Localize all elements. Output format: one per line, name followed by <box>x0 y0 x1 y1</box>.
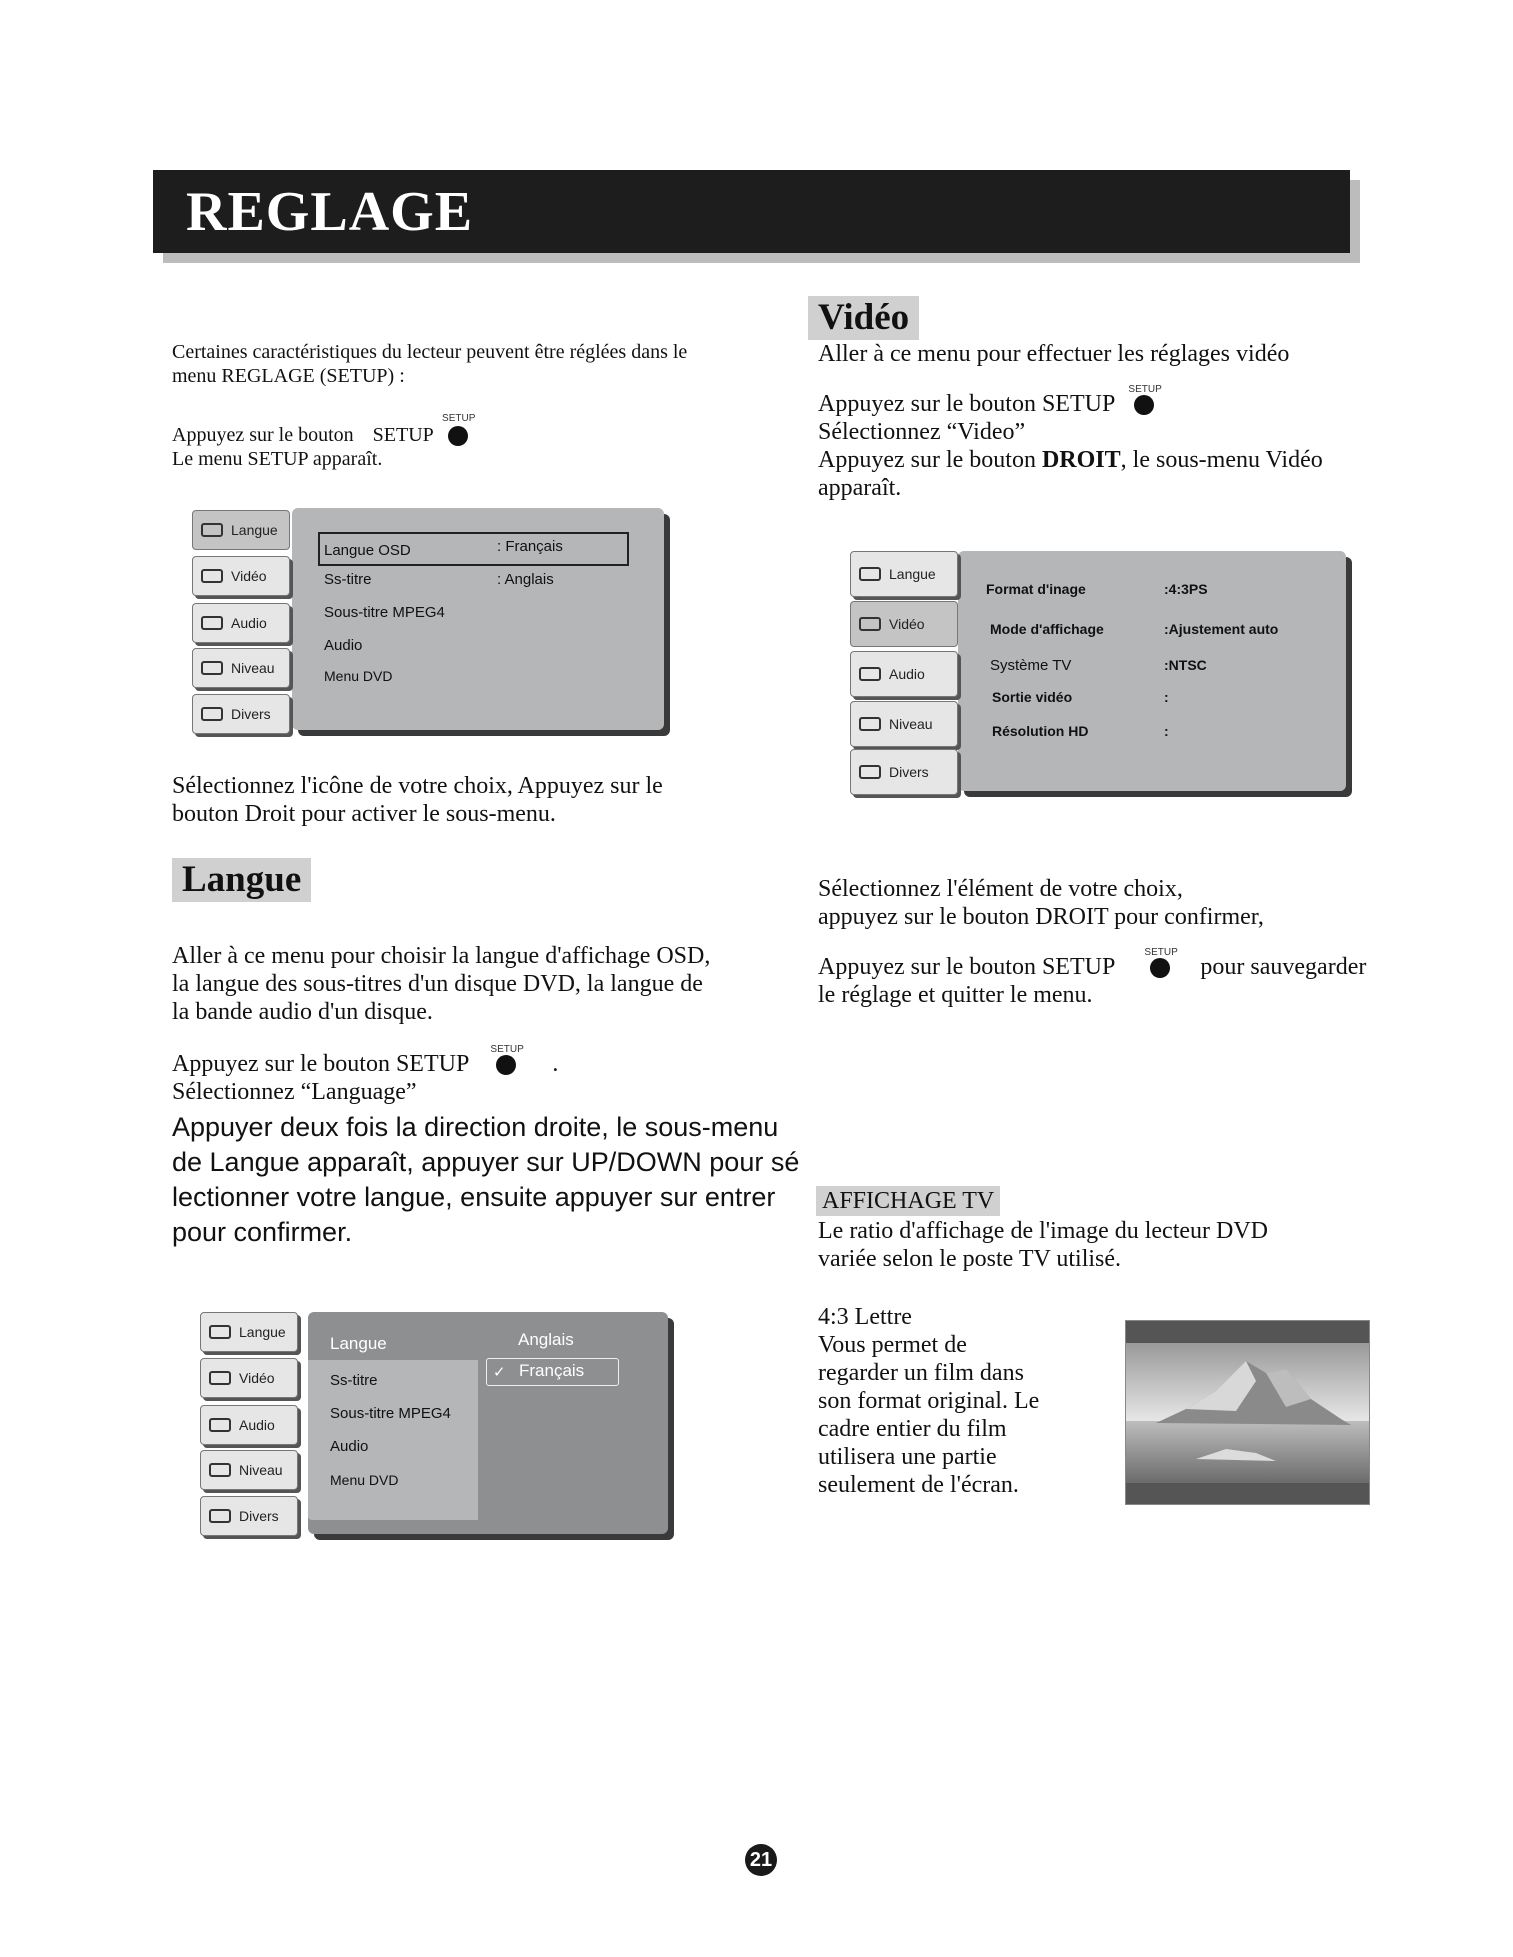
divers-icon <box>201 707 223 721</box>
setup-button-icon: SETUP <box>1150 958 1170 978</box>
menu3-row: Menu DVD <box>330 1472 399 1488</box>
setup-button-icon: SETUP <box>1134 395 1154 415</box>
menu1-row: Sous-titre MPEG4 <box>324 604 445 621</box>
langue-icon <box>209 1325 231 1339</box>
press-setup-word: SETUP <box>372 424 434 446</box>
menu2-value: :Ajustement auto <box>1164 621 1279 637</box>
menu1-value: : Français <box>497 538 563 555</box>
press-prefix: Appuyez sur le bouton <box>172 424 354 446</box>
menu2-tab-divers: Divers <box>850 749 958 795</box>
intro-text <box>172 340 687 388</box>
langue-select-text: Sélectionnez “Language” <box>172 1079 417 1105</box>
menu-appears-text: Le menu SETUP apparaît. <box>172 448 383 470</box>
menu2-tab-video: Vidéo <box>850 601 958 647</box>
setup-button-icon: SETUP <box>448 426 468 446</box>
langue-heading: Langue <box>172 858 311 902</box>
lock-icon <box>209 1463 231 1477</box>
menu2-tab-langue: Langue <box>850 551 958 597</box>
menu2-panel <box>958 551 1346 791</box>
lock-icon <box>201 661 223 675</box>
menu2-row: Système TV <box>990 657 1072 674</box>
menu2-value: :4:3PS <box>1164 581 1208 597</box>
menu1-row: Ss-titre <box>324 571 372 588</box>
setup-button-icon: SETUP <box>496 1055 516 1075</box>
video-after-text: Sélectionnez l'élément de votre choix, appuyez sur le bouton DROIT pour confirmer, <box>818 876 1264 930</box>
menu3-row: Ss-titre <box>330 1372 378 1389</box>
menu3-tab-divers: Divers <box>200 1496 298 1536</box>
langue-icon <box>201 523 223 537</box>
menu3-row: Audio <box>330 1438 369 1455</box>
menu3-tab-niveau: Niveau <box>200 1450 298 1490</box>
intro-line-1: Certaines caractéristiques du lecteur peuvent être réglées dans le <box>172 341 688 363</box>
divers-icon <box>209 1509 231 1523</box>
audio-icon <box>209 1418 231 1432</box>
menu2-value: : <box>1164 689 1169 705</box>
menu2-row: Mode d'affichage <box>990 621 1104 637</box>
menu2-value: : <box>1164 723 1169 739</box>
menu1-tab-divers: Divers <box>192 694 290 734</box>
menu3-option: Anglais <box>518 1330 574 1349</box>
menu2-tab-audio: Audio <box>850 651 958 697</box>
menu3-panel <box>308 1312 668 1534</box>
intro-press <box>172 413 476 471</box>
langue-icon <box>859 567 881 581</box>
menu3-tab-audio: Audio <box>200 1405 298 1445</box>
video-save-text: Appuyez sur le bouton SETUP SETUP pour sauvegarder le réglage et quitter le menu. <box>818 947 1367 1008</box>
menu1-row: Langue OSD <box>324 542 411 559</box>
audio-icon <box>859 667 881 681</box>
letterbox-image <box>1125 1320 1370 1505</box>
video-icon <box>859 617 881 631</box>
menu1-value: : Anglais <box>497 571 554 588</box>
langue-press: Appuyez sur le bouton SETUP SETUP . Sélectionnez “Language” <box>172 1044 559 1105</box>
affichage-description: Le ratio d'affichage de l'image du lecteur DVD variée selon le poste TV utilisé. <box>818 1218 1269 1272</box>
page-title: REGLAGE <box>186 181 474 243</box>
audio-icon <box>201 616 223 630</box>
menu3-row: Langue <box>330 1334 387 1353</box>
menu2-row: Sortie vidéo <box>992 689 1073 705</box>
intro-line-2: menu REGLAGE (SETUP) : <box>172 365 405 387</box>
menu1-tab-audio: Audio <box>192 603 290 643</box>
lock-icon <box>859 717 881 731</box>
affichage-heading: AFFICHAGE TV <box>816 1186 1000 1216</box>
menu3-options-panel <box>478 1320 648 1520</box>
video-icon <box>209 1371 231 1385</box>
select-icon-text: Sélectionnez l'icône de votre choix, Appuyez sur le bouton Droit pour activer le sous-menu. <box>172 773 663 827</box>
check-icon: ✓ <box>493 1364 506 1381</box>
menu1-tab-langue: Langue <box>192 510 290 550</box>
menu1-panel <box>292 508 664 730</box>
menu3-tab-video: Vidéo <box>200 1358 298 1398</box>
divers-icon <box>859 765 881 779</box>
menu1-row: Audio <box>324 637 363 654</box>
menu3-tab-langue: Langue <box>200 1312 298 1352</box>
menu1-tab-niveau: Niveau <box>192 648 290 688</box>
menu2-tab-niveau: Niveau <box>850 701 958 747</box>
menu1-tab-video: Vidéo <box>192 556 290 596</box>
menu1-row: Menu DVD <box>324 668 393 684</box>
video-heading: Vidéo <box>808 296 919 340</box>
menu3-option-selected: ✓ Français <box>486 1358 619 1386</box>
langue-description: Aller à ce menu pour choisir la langue d'affichage OSD, la langue des sous-titres d'un disque DVD, la langue de la bande audio d'un disque. <box>172 943 711 1025</box>
menu2-row: Résolution HD <box>992 723 1089 739</box>
menu3-row: Sous-titre MPEG4 <box>330 1405 451 1422</box>
video-icon <box>201 569 223 583</box>
video-steps: Appuyez sur le bouton SETUP SETUP Sélectionnez “Video” Appuyez sur le bouton DROIT, le sous-menu Vidéo apparaît. <box>818 384 1323 501</box>
video-description: Aller à ce menu pour effectuer les réglages vidéo <box>818 341 1290 367</box>
page-number: 21 <box>745 1844 777 1876</box>
lettre-description: 4:3 Lettre Vous permet de regarder un film dans son format original. Le cadre entier du film utilisera une partie seulement de l'écran. <box>818 1304 1040 1498</box>
langue-instructions: Appuyer deux fois la direction droite, le sous-menu de Langue apparaît, appuyer sur UP/DOWN pour sé lectionner votre langue, ensuite appuyer sur entrer pour confirmer. <box>172 1112 800 1247</box>
menu2-value: :NTSC <box>1164 657 1207 673</box>
menu2-row: Format d'inage <box>986 581 1086 597</box>
